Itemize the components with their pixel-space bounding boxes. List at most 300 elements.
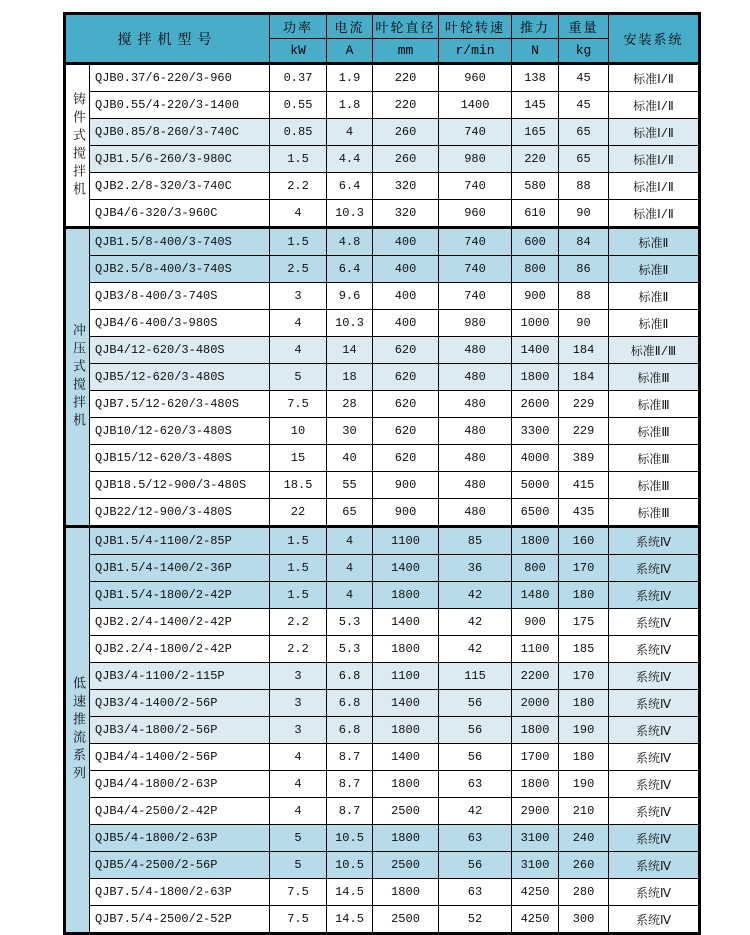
current-cell: 4 bbox=[327, 582, 373, 609]
diameter-cell: 1800 bbox=[373, 879, 439, 906]
power-cell: 3 bbox=[270, 283, 327, 310]
model-cell: QJB2.2/4-1400/2-42P bbox=[90, 609, 270, 636]
weight-cell: 175 bbox=[559, 609, 609, 636]
speed-cell: 980 bbox=[439, 146, 512, 173]
speed-cell: 480 bbox=[439, 499, 512, 527]
table-row bbox=[65, 64, 700, 92]
column-header-current: 电流 bbox=[327, 14, 373, 39]
table-row bbox=[65, 146, 700, 173]
diameter-cell: 900 bbox=[373, 499, 439, 527]
thrust-cell: 5000 bbox=[512, 472, 559, 499]
system-cell: 标准Ⅱ bbox=[609, 283, 700, 310]
system-cell: 系统Ⅳ bbox=[609, 879, 700, 906]
column-header-diameter: 叶轮直径 bbox=[373, 14, 439, 39]
model-cell: QJB5/4-1800/2-63P bbox=[90, 825, 270, 852]
speed-cell: 480 bbox=[439, 364, 512, 391]
diameter-cell: 400 bbox=[373, 228, 439, 256]
current-cell: 1.9 bbox=[327, 64, 373, 92]
speed-cell: 480 bbox=[439, 337, 512, 364]
table-row bbox=[65, 663, 700, 690]
diameter-cell: 320 bbox=[373, 200, 439, 228]
system-cell: 标准Ⅰ/Ⅱ bbox=[609, 92, 700, 119]
thrust-cell: 145 bbox=[512, 92, 559, 119]
current-cell: 5.3 bbox=[327, 636, 373, 663]
system-cell: 标准Ⅰ/Ⅱ bbox=[609, 64, 700, 92]
thrust-cell: 2600 bbox=[512, 391, 559, 418]
model-cell: QJB5/12-620/3-480S bbox=[90, 364, 270, 391]
model-cell: QJB18.5/12-900/3-480S bbox=[90, 472, 270, 499]
diameter-cell: 400 bbox=[373, 310, 439, 337]
weight-cell: 160 bbox=[559, 527, 609, 555]
weight-cell: 90 bbox=[559, 310, 609, 337]
diameter-cell: 1400 bbox=[373, 555, 439, 582]
speed-cell: 740 bbox=[439, 173, 512, 200]
power-cell: 0.55 bbox=[270, 92, 327, 119]
system-cell: 标准Ⅲ bbox=[609, 418, 700, 445]
power-cell: 4 bbox=[270, 310, 327, 337]
diameter-cell: 1400 bbox=[373, 744, 439, 771]
system-cell: 标准Ⅰ/Ⅱ bbox=[609, 146, 700, 173]
weight-cell: 65 bbox=[559, 119, 609, 146]
model-cell: QJB4/6-320/3-960C bbox=[90, 200, 270, 228]
table-row bbox=[65, 717, 700, 744]
weight-cell: 260 bbox=[559, 852, 609, 879]
system-cell: 系统Ⅳ bbox=[609, 555, 700, 582]
current-cell: 28 bbox=[327, 391, 373, 418]
speed-cell: 960 bbox=[439, 200, 512, 228]
thrust-cell: 1800 bbox=[512, 771, 559, 798]
diameter-cell: 260 bbox=[373, 146, 439, 173]
power-cell: 10 bbox=[270, 418, 327, 445]
weight-cell: 300 bbox=[559, 906, 609, 934]
thrust-cell: 4250 bbox=[512, 879, 559, 906]
power-cell: 22 bbox=[270, 499, 327, 527]
power-cell: 2.2 bbox=[270, 609, 327, 636]
thrust-cell: 1000 bbox=[512, 310, 559, 337]
diameter-cell: 260 bbox=[373, 119, 439, 146]
weight-cell: 389 bbox=[559, 445, 609, 472]
speed-cell: 42 bbox=[439, 798, 512, 825]
system-cell: 系统Ⅳ bbox=[609, 527, 700, 555]
power-cell: 1.5 bbox=[270, 582, 327, 609]
thrust-cell: 2900 bbox=[512, 798, 559, 825]
model-cell: QJB4/4-2500/2-42P bbox=[90, 798, 270, 825]
weight-cell: 190 bbox=[559, 771, 609, 798]
weight-cell: 88 bbox=[559, 173, 609, 200]
thrust-cell: 4250 bbox=[512, 906, 559, 934]
power-cell: 2.2 bbox=[270, 173, 327, 200]
system-cell: 系统Ⅳ bbox=[609, 771, 700, 798]
table-row bbox=[65, 798, 700, 825]
table-row bbox=[65, 771, 700, 798]
system-cell: 系统Ⅳ bbox=[609, 798, 700, 825]
thrust-cell: 1800 bbox=[512, 364, 559, 391]
diameter-cell: 620 bbox=[373, 337, 439, 364]
system-cell: 系统Ⅳ bbox=[609, 744, 700, 771]
model-cell: QJB0.55/4-220/3-1400 bbox=[90, 92, 270, 119]
thrust-cell: 1800 bbox=[512, 717, 559, 744]
speed-cell: 85 bbox=[439, 527, 512, 555]
table-body bbox=[65, 64, 700, 934]
current-cell: 8.7 bbox=[327, 798, 373, 825]
current-cell: 14.5 bbox=[327, 906, 373, 934]
current-cell: 14 bbox=[327, 337, 373, 364]
diameter-cell: 1800 bbox=[373, 582, 439, 609]
power-cell: 7.5 bbox=[270, 391, 327, 418]
table-row bbox=[65, 310, 700, 337]
current-cell: 10.5 bbox=[327, 852, 373, 879]
model-cell: QJB4/6-400/3-980S bbox=[90, 310, 270, 337]
diameter-cell: 220 bbox=[373, 64, 439, 92]
power-cell: 1.5 bbox=[270, 146, 327, 173]
diameter-cell: 320 bbox=[373, 173, 439, 200]
current-cell: 9.6 bbox=[327, 283, 373, 310]
weight-cell: 415 bbox=[559, 472, 609, 499]
table-row bbox=[65, 582, 700, 609]
model-cell: QJB3/4-1100/2-115P bbox=[90, 663, 270, 690]
speed-cell: 1400 bbox=[439, 92, 512, 119]
model-cell: QJB0.37/6-220/3-960 bbox=[90, 64, 270, 92]
model-cell: QJB7.5/12-620/3-480S bbox=[90, 391, 270, 418]
model-cell: QJB3/4-1400/2-56P bbox=[90, 690, 270, 717]
current-cell: 10.3 bbox=[327, 310, 373, 337]
model-cell: QJB2.5/8-400/3-740S bbox=[90, 256, 270, 283]
table-row bbox=[65, 499, 700, 527]
power-cell: 3 bbox=[270, 717, 327, 744]
diameter-cell: 1800 bbox=[373, 636, 439, 663]
speed-cell: 740 bbox=[439, 228, 512, 256]
power-cell: 5 bbox=[270, 364, 327, 391]
model-cell: QJB3/8-400/3-740S bbox=[90, 283, 270, 310]
table-row bbox=[65, 852, 700, 879]
current-cell: 30 bbox=[327, 418, 373, 445]
speed-cell: 42 bbox=[439, 609, 512, 636]
column-header-weight: 重量 bbox=[559, 14, 609, 39]
column-header-model: 搅拌机型号 bbox=[65, 14, 270, 64]
system-cell: 标准Ⅲ bbox=[609, 499, 700, 527]
power-cell: 3 bbox=[270, 663, 327, 690]
current-cell: 8.7 bbox=[327, 771, 373, 798]
power-cell: 18.5 bbox=[270, 472, 327, 499]
group-label: 低速推流系列 bbox=[65, 527, 90, 934]
diameter-cell: 2500 bbox=[373, 798, 439, 825]
weight-cell: 240 bbox=[559, 825, 609, 852]
system-cell: 标准Ⅰ/Ⅱ bbox=[609, 200, 700, 228]
power-cell: 1.5 bbox=[270, 527, 327, 555]
group-label: 冲压式搅拌机 bbox=[65, 228, 90, 527]
thrust-cell: 580 bbox=[512, 173, 559, 200]
table-row bbox=[65, 228, 700, 256]
table-row bbox=[65, 445, 700, 472]
speed-cell: 42 bbox=[439, 636, 512, 663]
model-cell: QJB10/12-620/3-480S bbox=[90, 418, 270, 445]
power-cell: 4 bbox=[270, 744, 327, 771]
column-header-thrust: 推力 bbox=[512, 14, 559, 39]
current-cell: 4 bbox=[327, 555, 373, 582]
diameter-cell: 2500 bbox=[373, 906, 439, 934]
diameter-cell: 400 bbox=[373, 283, 439, 310]
table-row bbox=[65, 636, 700, 663]
weight-cell: 210 bbox=[559, 798, 609, 825]
diameter-cell: 620 bbox=[373, 391, 439, 418]
power-cell: 3 bbox=[270, 690, 327, 717]
diameter-cell: 1400 bbox=[373, 690, 439, 717]
weight-cell: 180 bbox=[559, 744, 609, 771]
speed-cell: 740 bbox=[439, 283, 512, 310]
speed-cell: 56 bbox=[439, 852, 512, 879]
thrust-cell: 165 bbox=[512, 119, 559, 146]
diameter-cell: 2500 bbox=[373, 852, 439, 879]
thrust-cell: 610 bbox=[512, 200, 559, 228]
table-row bbox=[65, 879, 700, 906]
system-cell: 标准Ⅲ bbox=[609, 445, 700, 472]
thrust-cell: 800 bbox=[512, 555, 559, 582]
weight-cell: 229 bbox=[559, 391, 609, 418]
thrust-cell: 1700 bbox=[512, 744, 559, 771]
table-row bbox=[65, 173, 700, 200]
weight-cell: 190 bbox=[559, 717, 609, 744]
current-cell: 10.3 bbox=[327, 200, 373, 228]
power-cell: 4 bbox=[270, 798, 327, 825]
table-row bbox=[65, 472, 700, 499]
current-cell: 6.8 bbox=[327, 717, 373, 744]
column-header-speed: 叶轮转速 bbox=[439, 14, 512, 39]
system-cell: 标准Ⅱ/Ⅲ bbox=[609, 337, 700, 364]
model-cell: QJB1.5/4-1100/2-85P bbox=[90, 527, 270, 555]
current-cell: 6.4 bbox=[327, 256, 373, 283]
model-cell: QJB1.5/8-400/3-740S bbox=[90, 228, 270, 256]
speed-cell: 480 bbox=[439, 445, 512, 472]
system-cell: 标准Ⅲ bbox=[609, 364, 700, 391]
thrust-cell: 3300 bbox=[512, 418, 559, 445]
current-cell: 40 bbox=[327, 445, 373, 472]
current-cell: 55 bbox=[327, 472, 373, 499]
model-cell: QJB22/12-900/3-480S bbox=[90, 499, 270, 527]
system-cell: 系统Ⅳ bbox=[609, 906, 700, 934]
current-cell: 4.4 bbox=[327, 146, 373, 173]
system-cell: 标准Ⅱ bbox=[609, 256, 700, 283]
thrust-cell: 900 bbox=[512, 609, 559, 636]
diameter-cell: 1800 bbox=[373, 771, 439, 798]
thrust-cell: 900 bbox=[512, 283, 559, 310]
weight-cell: 90 bbox=[559, 200, 609, 228]
weight-cell: 180 bbox=[559, 690, 609, 717]
model-cell: QJB1.5/4-1400/2-36P bbox=[90, 555, 270, 582]
speed-cell: 740 bbox=[439, 119, 512, 146]
thrust-cell: 1400 bbox=[512, 337, 559, 364]
speed-cell: 63 bbox=[439, 771, 512, 798]
model-cell: QJB4/4-1400/2-56P bbox=[90, 744, 270, 771]
thrust-cell: 600 bbox=[512, 228, 559, 256]
speed-cell: 52 bbox=[439, 906, 512, 934]
system-cell: 标准Ⅲ bbox=[609, 472, 700, 499]
model-cell: QJB1.5/4-1800/2-42P bbox=[90, 582, 270, 609]
system-cell: 标准Ⅲ bbox=[609, 391, 700, 418]
thrust-cell: 3100 bbox=[512, 825, 559, 852]
system-cell: 标准Ⅰ/Ⅱ bbox=[609, 173, 700, 200]
diameter-cell: 620 bbox=[373, 418, 439, 445]
current-cell: 5.3 bbox=[327, 609, 373, 636]
current-cell: 4 bbox=[327, 119, 373, 146]
current-cell: 10.5 bbox=[327, 825, 373, 852]
model-cell: QJB2.2/8-320/3-740C bbox=[90, 173, 270, 200]
weight-cell: 170 bbox=[559, 663, 609, 690]
thrust-cell: 220 bbox=[512, 146, 559, 173]
weight-cell: 170 bbox=[559, 555, 609, 582]
header-row-labels bbox=[65, 14, 700, 39]
system-cell: 系统Ⅳ bbox=[609, 636, 700, 663]
diameter-cell: 620 bbox=[373, 445, 439, 472]
diameter-cell: 1400 bbox=[373, 609, 439, 636]
weight-cell: 86 bbox=[559, 256, 609, 283]
power-cell: 7.5 bbox=[270, 879, 327, 906]
current-cell: 4.8 bbox=[327, 228, 373, 256]
group-label: 铸件式搅拌机 bbox=[65, 64, 90, 228]
table-row bbox=[65, 527, 700, 555]
weight-cell: 185 bbox=[559, 636, 609, 663]
current-cell: 18 bbox=[327, 364, 373, 391]
system-cell: 系统Ⅳ bbox=[609, 852, 700, 879]
speed-cell: 980 bbox=[439, 310, 512, 337]
diameter-cell: 1100 bbox=[373, 663, 439, 690]
model-cell: QJB0.85/8-260/3-740C bbox=[90, 119, 270, 146]
weight-cell: 229 bbox=[559, 418, 609, 445]
system-cell: 系统Ⅳ bbox=[609, 609, 700, 636]
model-cell: QJB3/4-1800/2-56P bbox=[90, 717, 270, 744]
table-row bbox=[65, 690, 700, 717]
speed-cell: 56 bbox=[439, 744, 512, 771]
weight-cell: 45 bbox=[559, 64, 609, 92]
speed-cell: 740 bbox=[439, 256, 512, 283]
table-row bbox=[65, 906, 700, 934]
current-cell: 14.5 bbox=[327, 879, 373, 906]
unit-diameter: mm bbox=[373, 39, 439, 64]
speed-cell: 56 bbox=[439, 690, 512, 717]
weight-cell: 45 bbox=[559, 92, 609, 119]
current-cell: 65 bbox=[327, 499, 373, 527]
weight-cell: 65 bbox=[559, 146, 609, 173]
current-cell: 6.4 bbox=[327, 173, 373, 200]
weight-cell: 84 bbox=[559, 228, 609, 256]
thrust-cell: 800 bbox=[512, 256, 559, 283]
table-row bbox=[65, 119, 700, 146]
model-cell: QJB1.5/6-260/3-980C bbox=[90, 146, 270, 173]
power-cell: 4 bbox=[270, 200, 327, 228]
current-cell: 8.7 bbox=[327, 744, 373, 771]
system-cell: 标准Ⅰ/Ⅱ bbox=[609, 119, 700, 146]
speed-cell: 480 bbox=[439, 418, 512, 445]
current-cell: 1.8 bbox=[327, 92, 373, 119]
table-row bbox=[65, 825, 700, 852]
current-cell: 6.8 bbox=[327, 690, 373, 717]
unit-thrust: N bbox=[512, 39, 559, 64]
diameter-cell: 1800 bbox=[373, 825, 439, 852]
power-cell: 1.5 bbox=[270, 228, 327, 256]
weight-cell: 180 bbox=[559, 582, 609, 609]
weight-cell: 184 bbox=[559, 364, 609, 391]
power-cell: 1.5 bbox=[270, 555, 327, 582]
table-row bbox=[65, 92, 700, 119]
power-cell: 2.5 bbox=[270, 256, 327, 283]
table-row bbox=[65, 744, 700, 771]
system-cell: 系统Ⅳ bbox=[609, 825, 700, 852]
table-row bbox=[65, 391, 700, 418]
weight-cell: 88 bbox=[559, 283, 609, 310]
power-cell: 15 bbox=[270, 445, 327, 472]
model-cell: QJB4/12-620/3-480S bbox=[90, 337, 270, 364]
power-cell: 5 bbox=[270, 852, 327, 879]
power-cell: 2.2 bbox=[270, 636, 327, 663]
table-header bbox=[65, 14, 700, 64]
weight-cell: 280 bbox=[559, 879, 609, 906]
system-cell: 系统Ⅳ bbox=[609, 582, 700, 609]
thrust-cell: 2000 bbox=[512, 690, 559, 717]
table-row bbox=[65, 364, 700, 391]
current-cell: 6.8 bbox=[327, 663, 373, 690]
unit-current: A bbox=[327, 39, 373, 64]
power-cell: 4 bbox=[270, 337, 327, 364]
model-cell: QJB4/4-1800/2-63P bbox=[90, 771, 270, 798]
model-cell: QJB15/12-620/3-480S bbox=[90, 445, 270, 472]
thrust-cell: 6500 bbox=[512, 499, 559, 527]
speed-cell: 480 bbox=[439, 472, 512, 499]
speed-cell: 63 bbox=[439, 825, 512, 852]
unit-speed: r/min bbox=[439, 39, 512, 64]
thrust-cell: 3100 bbox=[512, 852, 559, 879]
column-header-install-system: 安装系统 bbox=[609, 14, 700, 64]
diameter-cell: 900 bbox=[373, 472, 439, 499]
system-cell: 标准Ⅱ bbox=[609, 228, 700, 256]
model-cell: QJB7.5/4-2500/2-52P bbox=[90, 906, 270, 934]
mixer-spec-table bbox=[63, 12, 701, 935]
diameter-cell: 400 bbox=[373, 256, 439, 283]
speed-cell: 960 bbox=[439, 64, 512, 92]
thrust-cell: 2200 bbox=[512, 663, 559, 690]
table-row bbox=[65, 609, 700, 636]
model-cell: QJB7.5/4-1800/2-63P bbox=[90, 879, 270, 906]
system-cell: 标准Ⅱ bbox=[609, 310, 700, 337]
power-cell: 4 bbox=[270, 771, 327, 798]
table-row bbox=[65, 555, 700, 582]
model-cell: QJB5/4-2500/2-56P bbox=[90, 852, 270, 879]
diameter-cell: 620 bbox=[373, 364, 439, 391]
speed-cell: 115 bbox=[439, 663, 512, 690]
weight-cell: 435 bbox=[559, 499, 609, 527]
speed-cell: 63 bbox=[439, 879, 512, 906]
speed-cell: 36 bbox=[439, 555, 512, 582]
thrust-cell: 1100 bbox=[512, 636, 559, 663]
table-row bbox=[65, 200, 700, 228]
power-cell: 0.85 bbox=[270, 119, 327, 146]
current-cell: 4 bbox=[327, 527, 373, 555]
thrust-cell: 138 bbox=[512, 64, 559, 92]
model-cell: QJB2.2/4-1800/2-42P bbox=[90, 636, 270, 663]
table-row bbox=[65, 337, 700, 364]
thrust-cell: 1800 bbox=[512, 527, 559, 555]
table-row bbox=[65, 256, 700, 283]
speed-cell: 56 bbox=[439, 717, 512, 744]
unit-weight: kg bbox=[559, 39, 609, 64]
system-cell: 系统Ⅳ bbox=[609, 690, 700, 717]
diameter-cell: 1100 bbox=[373, 527, 439, 555]
system-cell: 系统Ⅳ bbox=[609, 717, 700, 744]
power-cell: 7.5 bbox=[270, 906, 327, 934]
power-cell: 5 bbox=[270, 825, 327, 852]
diameter-cell: 1800 bbox=[373, 717, 439, 744]
thrust-cell: 4000 bbox=[512, 445, 559, 472]
column-header-power: 功率 bbox=[270, 14, 327, 39]
thrust-cell: 1480 bbox=[512, 582, 559, 609]
